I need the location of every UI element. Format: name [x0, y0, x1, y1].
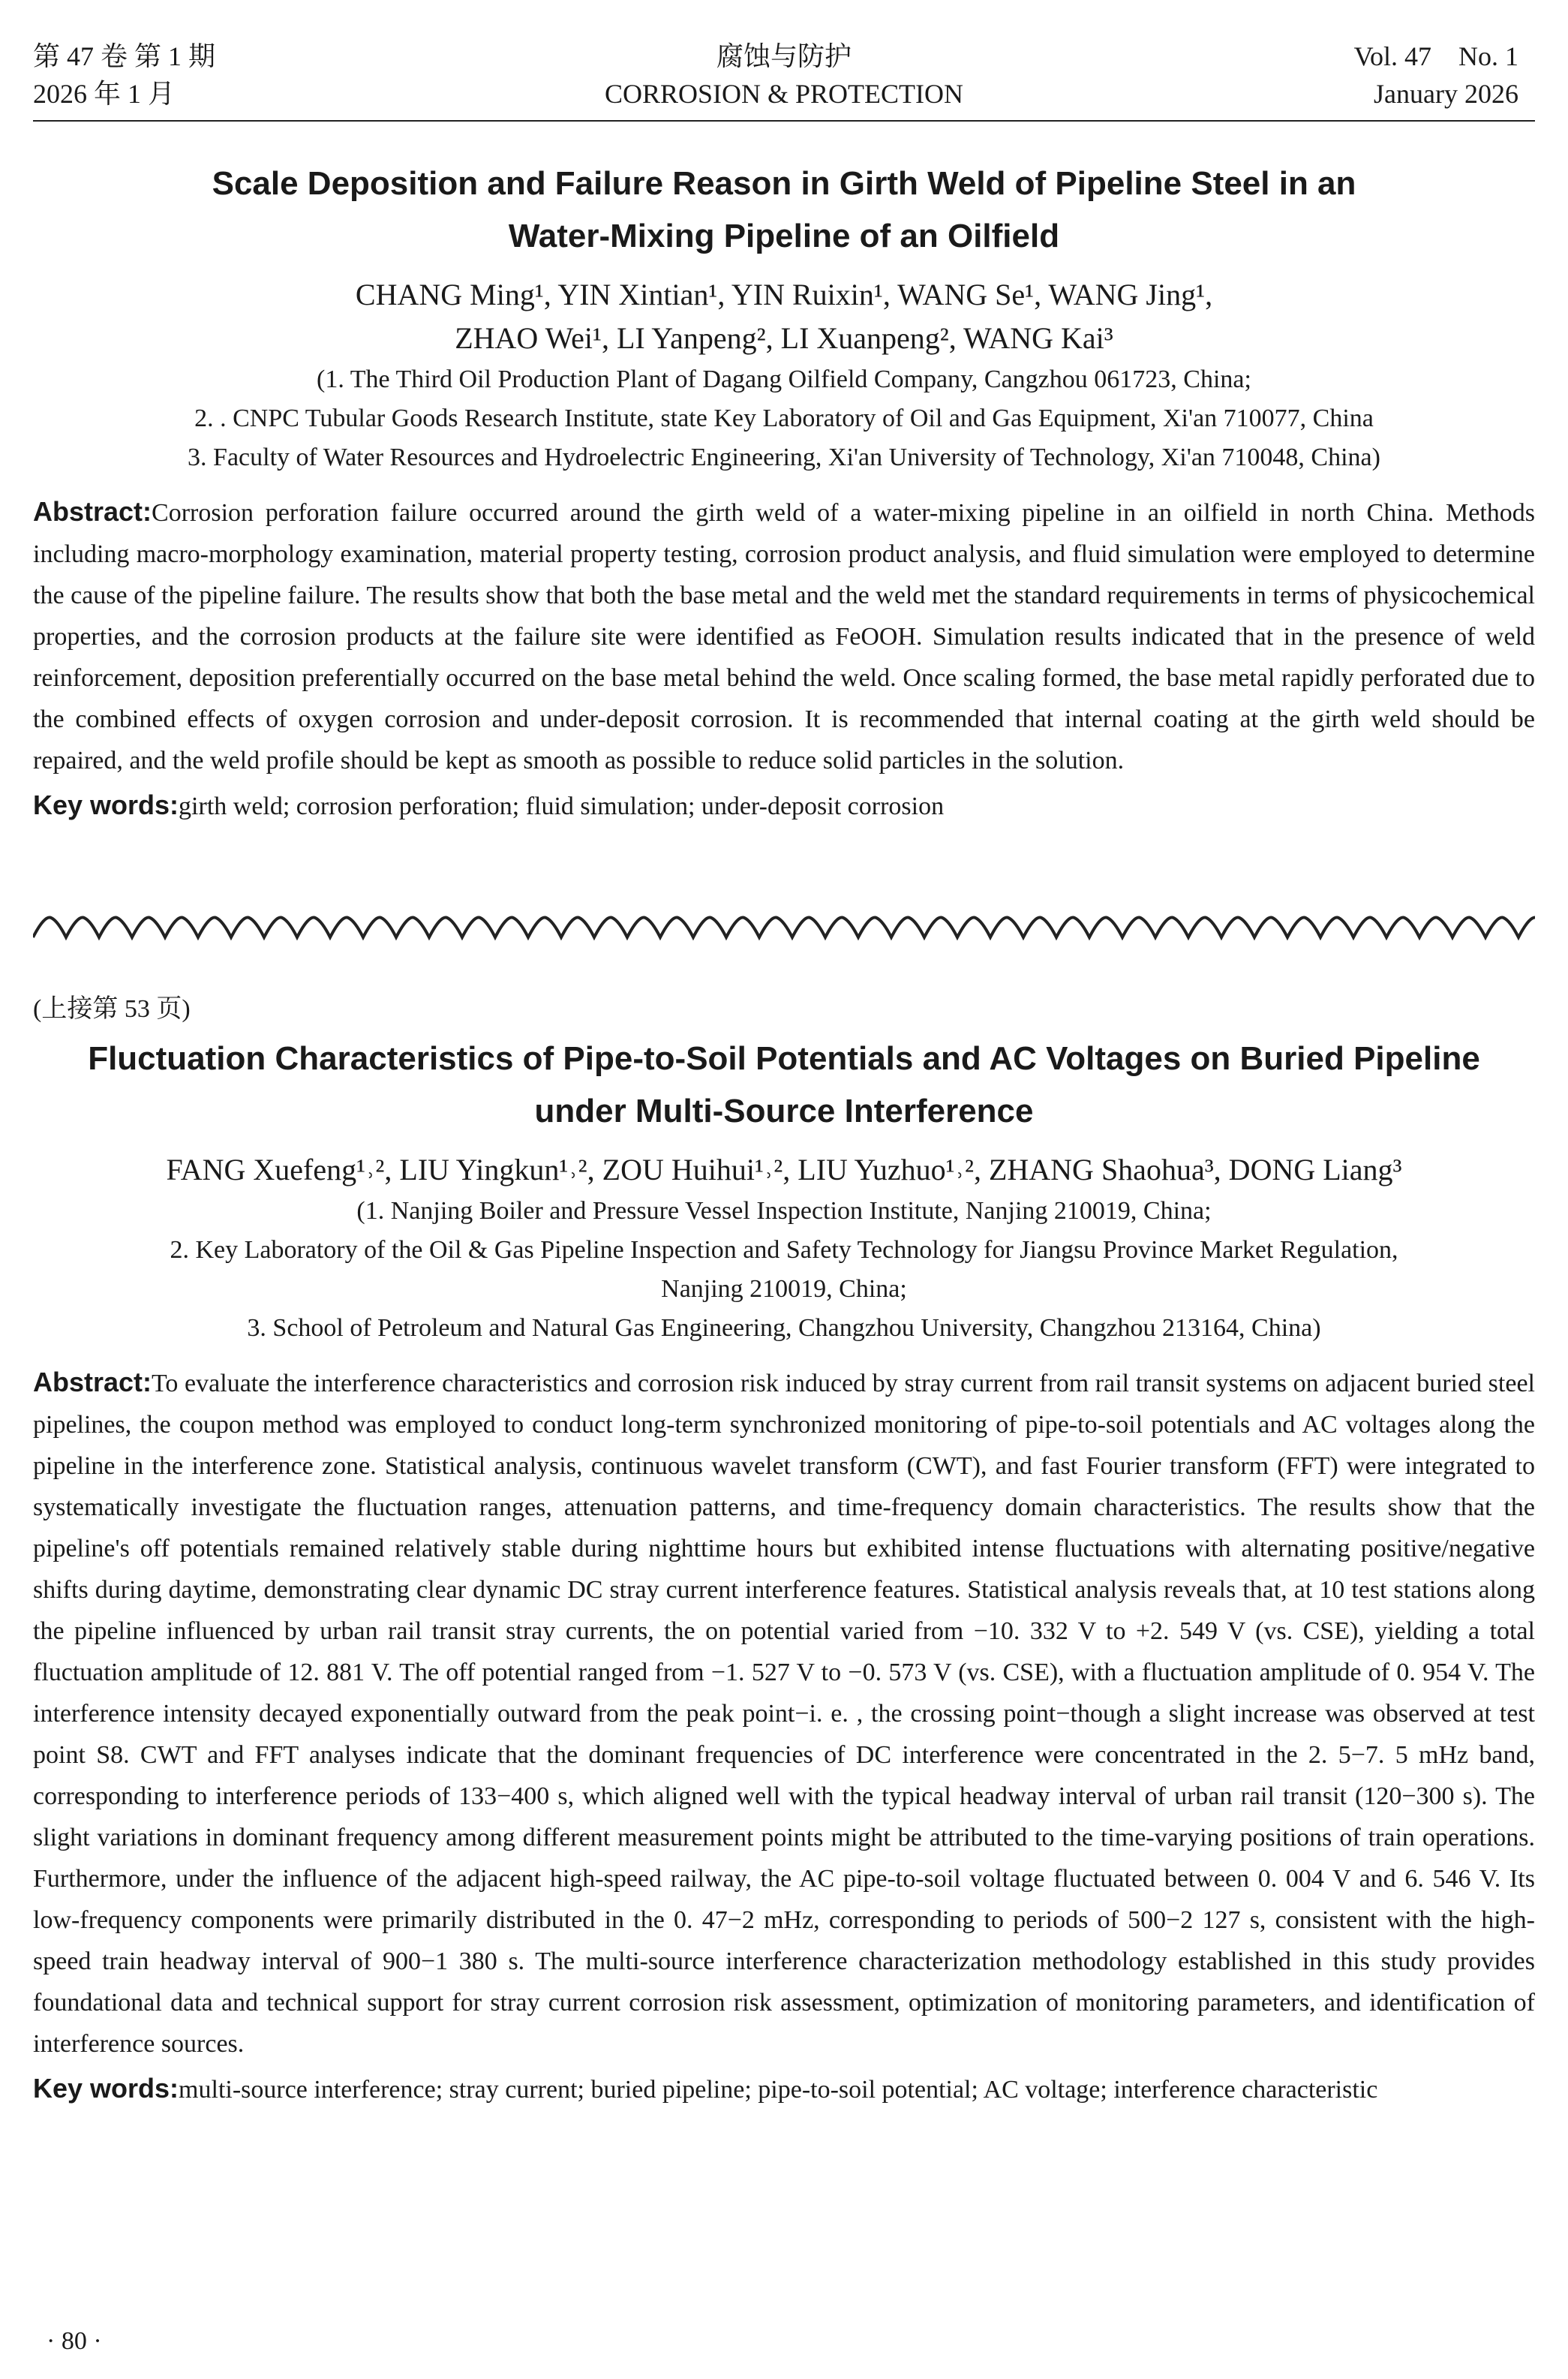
date-en: January 2026 — [1374, 79, 1518, 109]
article-1 — [33, 158, 1535, 827]
affiliation-2-cont: Nanjing 210019, China; — [661, 1275, 907, 1303]
continued-from-note: (上接第 53 页) — [33, 995, 191, 1023]
affiliation-2: 2. . CNPC Tubular Goods Research Institute, state Key Laboratory of Oil and Gas Equipment, Xi'an 710077, China — [194, 405, 1374, 432]
header-rule — [33, 120, 1535, 122]
title-line-2: under Multi-Source Interference — [534, 1093, 1034, 1129]
wavy-separator — [33, 912, 1535, 945]
title-line-1: Scale Deposition and Failure Reason in Girth Weld of Pipeline Steel in an — [212, 165, 1356, 202]
author-list — [33, 273, 1535, 360]
article-title — [33, 1033, 1535, 1138]
article-2 — [33, 991, 1535, 2110]
keywords — [33, 2068, 1535, 2110]
author-list — [33, 1148, 1535, 1192]
authors-line-2: ZHAO Wei¹, LI Yanpeng², LI Xuanpeng², WANG Kai³ — [455, 321, 1113, 355]
abstract-label: Abstract: — [33, 496, 152, 527]
title-line-1: Fluctuation Characteristics of Pipe-to-Soil Potentials and AC Voltages on Buried Pipeline — [88, 1040, 1480, 1077]
journal-name-en: CORROSION & PROTECTION — [604, 79, 964, 109]
keywords-text: girth weld; corrosion perforation; fluid simulation; under-deposit corrosion — [179, 792, 945, 820]
affiliation-2: 2. Key Laboratory of the Oil & Gas Pipeline Inspection and Safety Technology for Jiangsu Province Market Regulation, — [170, 1236, 1398, 1264]
abstract — [33, 491, 1535, 781]
affiliation-3: 3. Faculty of Water Resources and Hydroelectric Engineering, Xi'an University of Technology, Xi'an 710048, China) — [188, 444, 1380, 471]
keywords-text: multi-source interference; stray current; buried pipeline; pipe-to-soil potential; AC voltage; interference characteristic — [179, 2076, 1378, 2104]
authors-line-1: FANG Xuefeng¹˒², LIU Yingkun¹˒², ZOU Huihui¹˒², LIU Yuzhuo¹˒², ZHANG Shaohua³, DONG Liang³ — [166, 1153, 1402, 1186]
keywords — [33, 784, 1535, 827]
volume-issue-cn: 第 47 卷 第 1 期 — [33, 41, 216, 71]
affiliation-3: 3. School of Petroleum and Natural Gas Engineering, Changzhou University, Changzhou 213164, China) — [247, 1314, 1321, 1342]
keywords-label: Key words: — [33, 789, 179, 820]
abstract-text: Corrosion perforation failure occurred around the girth weld of a water-mixing pipeline in an oilfield in north China. Methods including macro-morphology examination, material property testing, corrosion product analysis, and fluid simulation were employed to determine the cause of the pipeline failure. The results show that both the base metal and the weld met the standard requirements in terms of physicochemical properties, and the corrosion products at the failure site were identified as FeOOH. Simulation results indicated that in the presence of weld reinforcement, deposition preferentially occurred on the base metal behind the weld. Once scaling formed, the base metal rapidly perforated due to the combined effects of oxygen corrosion and under-deposit corrosion. It is recommended that internal coating at the girth weld should be repaired, and the weld profile should be kept as smooth as possible to reduce solid particles in the solution. — [33, 499, 1535, 774]
journal-name-cn: 腐蚀与防护 — [716, 41, 852, 71]
date-cn: 2026 年 1 月 — [33, 79, 176, 109]
page-number: · 80 · — [47, 2327, 102, 2355]
keywords-label: Key words: — [33, 2073, 179, 2104]
abstract-text: To evaluate the interference characteristics and corrosion risk induced by stray current from rail transit systems on adjacent buried steel pipelines, the coupon method was employed to conduct long-term synchronized monitoring of pipe-to-soil potentials and AC voltages along the pipeline in the interference zone. Statistical analysis, continuous wavelet transform (CWT), and fast Fourier transform (FFT) were integrated to systematically investigate the fluctuation ranges, attenuation patterns, and time-frequency domain characteristics. The results show that the pipeline's off potentials remained relatively stable during nighttime hours but exhibited intense fluctuations with alternating positive/negative shifts during daytime, demonstrating clear dynamic DC stray current interference features. Statistical analysis reveals that, at 10 test stations along the pipeline influenced by urban rail transit stray currents, the on potential varied from −10. 332 V to +2. 549 V (vs. CSE), yielding a total fluctuation amplitude of 12. 881 V. The off potential ranged from −1. 527 V to −0. 573 V (vs. CSE), with a fluctuation amplitude of 0. 954 V. The interference intensity decayed exponentially outward from the peak point−i. e. , the crossing point−though a slight increase was observed at test point S8. CWT and FFT analyses indicate that the dominant frequencies of DC interference were concentrated in the 2. 5−7. 5 mHz band, corresponding to interference periods of 133−400 s, which aligned well with the typical headway interval of urban rail transit (120−300 s). The slight variations in dominant frequency among different measurement points might be attributed to the time-varying positions of train operations. Furthermore, under the influence of the adjacent high-speed railway, the AC pipe-to-soil voltage fluctuated between 0. 004 V and 6. 546 V. Its low-frequency components were primarily distributed in the 0. 47−2 mHz, corresponding to periods of 500−2 127 s, consistent with the high-speed train headway interval of 900−1 380 s. The multi-source interference characterization methodology established in this study provides foundational data and technical support for stray current corrosion risk assessment, optimization of monitoring parameters, and identification of interference sources. — [33, 1370, 1535, 2058]
affiliation-1: (1. The Third Oil Production Plant of Dagang Oilfield Company, Cangzhou 061723, China; — [317, 365, 1251, 393]
abstract — [33, 1361, 1535, 2065]
title-line-2: Water-Mixing Pipeline of an Oilfield — [508, 218, 1060, 254]
affiliation-1: (1. Nanjing Boiler and Pressure Vessel Inspection Institute, Nanjing 210019, China; — [356, 1197, 1212, 1225]
article-title — [33, 158, 1535, 263]
abstract-label: Abstract: — [33, 1367, 152, 1397]
issue-info-en — [1354, 38, 1518, 113]
authors-line-1: CHANG Ming¹, YIN Xintian¹, YIN Ruixin¹, WANG Se¹, WANG Jing¹, — [355, 278, 1213, 311]
volume-issue-en: Vol. 47 No. 1 — [1353, 41, 1518, 71]
affiliations — [33, 360, 1535, 477]
journal-name — [0, 38, 1568, 113]
affiliations — [33, 1192, 1535, 1348]
